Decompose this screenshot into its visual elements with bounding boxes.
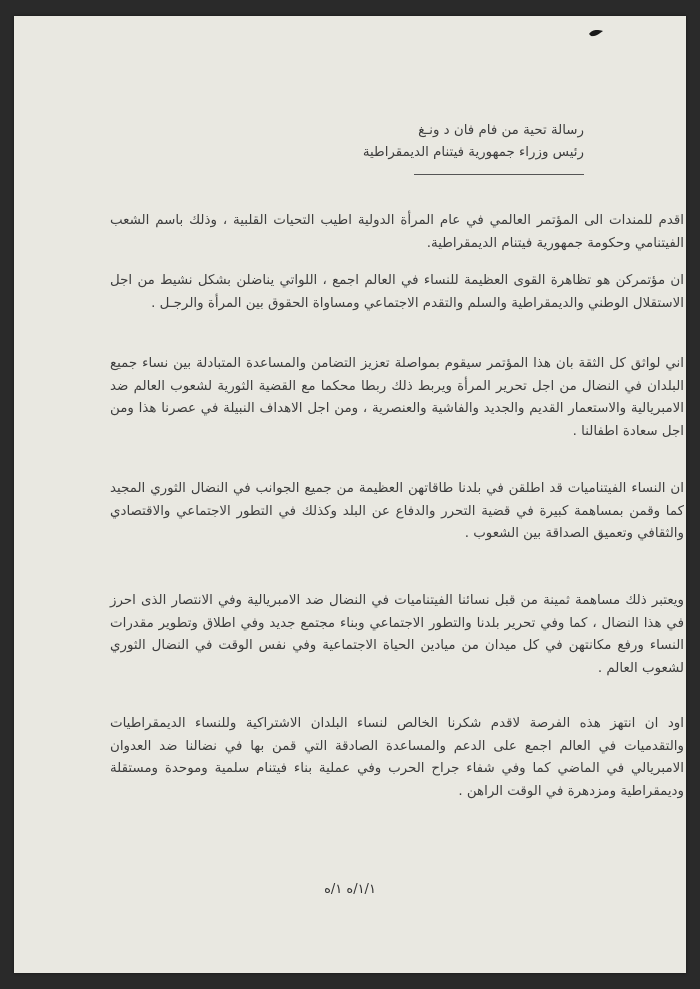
heading-underline xyxy=(414,174,584,175)
paragraph-5: ويعتبر ذلك مساهمة ثمينة من قبل نسائنا الفيتناميات في النضال ضد الامبريالية وفي الانتصار الذى احرز في هذا النضال ، كما وفي تحرير بلدنا والتطور الاجتماعي وبناء مجتمع جديد وفي اطلاق وتطوير مقدرات النساء ورفع مكانتهن في كل ميدان من ميادين الحياة الاجتماعية وفي نفس الوقت في النضال الثوري لشعوب العالم . xyxy=(110,593,684,676)
paragraph-4: ان النساء الفيتناميات قد اطلقن في بلدنا طاقاتهن العظيمة من جميع الجوانب في النضال الثوري المجيد كما وقمن بمساهمة كبيرة في قضية التحرر والدفاع عن البلد وكذلك في التطور الاجتماعي والاقتصادي والثقافي وتعميق الصداقة بين الشعوب . xyxy=(110,481,684,541)
document-page xyxy=(14,16,686,973)
heading-line-1: رسالة تحية من فام فان د ونـغ xyxy=(418,123,584,138)
ink-mark-icon xyxy=(588,28,604,38)
letter-heading xyxy=(164,120,584,164)
paragraph-6: اود ان انتهز هذه الفرصة لاقدم شكرنا الخالص لنساء البلدان الاشتراكية وللنساء الديمقراطيات والتقدميات في العالم اجمع على الدعم والمساعدة الصادقة التي قمن بها في نضالنا ضد العدوان الامبريالي في الماضي كما وفي شفاء جراح الحرب وفي عملية بناء فيتنام سلمية وموحدة ومستقلة وديمقراطية ومزدهرة في الوقت الراهن . xyxy=(110,716,684,799)
page-number: ١/١/ه ١/ه xyxy=(324,882,376,897)
paragraph-3: اني لواثق كل الثقة بان هذا المؤتمر سيقوم بمواصلة تعزيز التضامن والمساعدة المتبادلة بين نساء جميع البلدان في النضال من اجل تحرير المرأة ويربط ذلك ربطا محكما مع القضية الثورية لشعوب العالم ضد الامبريالية والاستعمار القديم والجديد والفاشية والعنصرية ، ومن اجل الاهداف النبيلة في عصرنا هذا ومن اجل سعادة اطفالنا . xyxy=(110,356,684,439)
paragraph-1: اقدم للمندات الى المؤتمر العالمي في عام المرأة الدولية اطيب التحيات القلبية ، وذلك باسم الشعب الفيتنامي وحكومة جمهورية فيتنام الديمقراطية. xyxy=(110,213,684,251)
heading-line-2: رئيس وزراء جمهورية فيتنام الديمقراطية xyxy=(362,145,584,160)
paragraph-2: ان مؤتمركن هو تظاهرة القوى العظيمة للنساء في العالم اجمع ، اللواتي يناضلن بشكل نشيط من اجل الاستقلال الوطني والديمقراطية والسلم والتقدم الاجتماعي ومساواة الحقوق بين المرأة والرجـل . xyxy=(110,273,684,311)
